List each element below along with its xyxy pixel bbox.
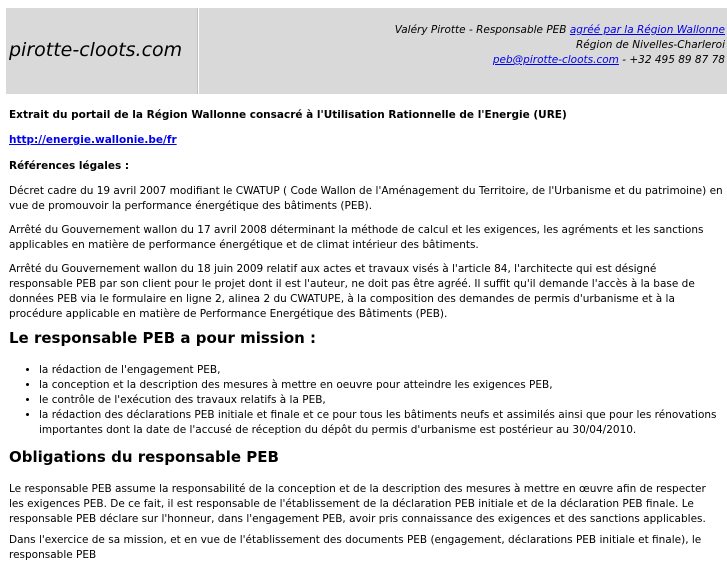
contact-line-1 xyxy=(395,24,725,36)
contact-line-3 xyxy=(493,54,725,66)
agreement-link[interactable]: agréé par la Région Wallonne xyxy=(569,24,725,36)
mission-list xyxy=(9,363,727,438)
mission-item: • le contrôle de l'exécution des travaux relatifs à la PEB, xyxy=(39,393,727,408)
decree-2007-paragraph: Décret cadre du 19 avril 2007 modifiant le CWATUP ( Code Wallon de l'Aménagement du Territoire, de l'Urbanisme et du patrimoine) en vue de promouvoir la performance énergétique des bâtiments (PEB). xyxy=(9,185,723,212)
legal-references-label: Références légales : xyxy=(9,160,130,172)
mission-heading: Le responsable PEB a pour mission : xyxy=(9,329,317,347)
obligations-paragraph-1: Le responsable PEB assume la responsabilité de la conception et de la description des mesures à mettre en œuvre afin de respecter les exigences PEB. De ce fait, il est responsable de l'établissement de la déclaration PEB initiale et de la déclaration PEB finale. Le responsable PEB déclare sur l'honneur, dans l'engagement PEB, avoir pris connaissance des exigences et des sanctions applicables. xyxy=(9,483,706,525)
contact-name: Valéry Pirotte - Responsable PEB xyxy=(394,24,567,36)
obligations-paragraph-2: Dans l'exercice de sa mission, et en vue de l'établissement des documents PEB (engagement, déclarations PEB initiale et finale), le responsable PEB xyxy=(9,534,702,561)
site-logo-text[interactable]: pirotte-cloots.com xyxy=(9,39,183,61)
portal-link[interactable]: http://energie.wallonie.be/fr xyxy=(9,134,177,146)
email-link[interactable]: peb@pirotte-cloots.com xyxy=(492,54,619,66)
arrete-2008-paragraph: Arrêté du Gouvernement wallon du 17 avril 2008 déterminant la méthode de calcul et les exigences, les agréments et les sanctions applicables en matière de performance énergétique et de climat intérieur des bâtiments. xyxy=(9,224,704,251)
region-text: Région de Nivelles-Charleroi xyxy=(576,39,725,51)
mission-item: • la rédaction de l'engagement PEB, xyxy=(39,363,727,378)
arrete-2009-paragraph: Arrêté du Gouvernement wallon du 18 juin 2009 relatif aux actes et travaux visés à l'article 84, l'architecte qui est désigné responsable PEB par son client pour le projet dont il est l'auteur, ne doit pas être agréé. Il suffit qu'il demande l'accès à la base de données PEB via le formulaire en ligne 2, alinea 2 du CWATUPE, à la composition des demandes de permis d'urbanisme et à la procédure applicable en matière de Performance Energétique des Bâtiments (PEB). xyxy=(9,263,695,320)
obligations-heading: Obligations du responsable PEB xyxy=(9,448,279,466)
phone-text: - +32 495 89 87 78 xyxy=(618,54,725,66)
page-header xyxy=(0,0,727,97)
contact-info-cell xyxy=(199,8,727,94)
intro-text: Extrait du portail de la Région Wallonne consacré à l'Utilisation Rationnelle de l'Energie (URE) xyxy=(9,109,567,121)
mission-item: • la conception et la description des mesures à mettre en oeuvre pour atteindre les exigences PEB, xyxy=(39,378,727,393)
logo-cell xyxy=(6,8,198,94)
mission-item: • la rédaction des déclarations PEB initiale et finale et ce pour tous les bâtiments neufs et assimilés ainsi que pour les rénovations importantes dont la date de l'accusé de réception du dépôt du permis d'urbanisme est postérieur au 30/04/2010. xyxy=(39,408,727,438)
